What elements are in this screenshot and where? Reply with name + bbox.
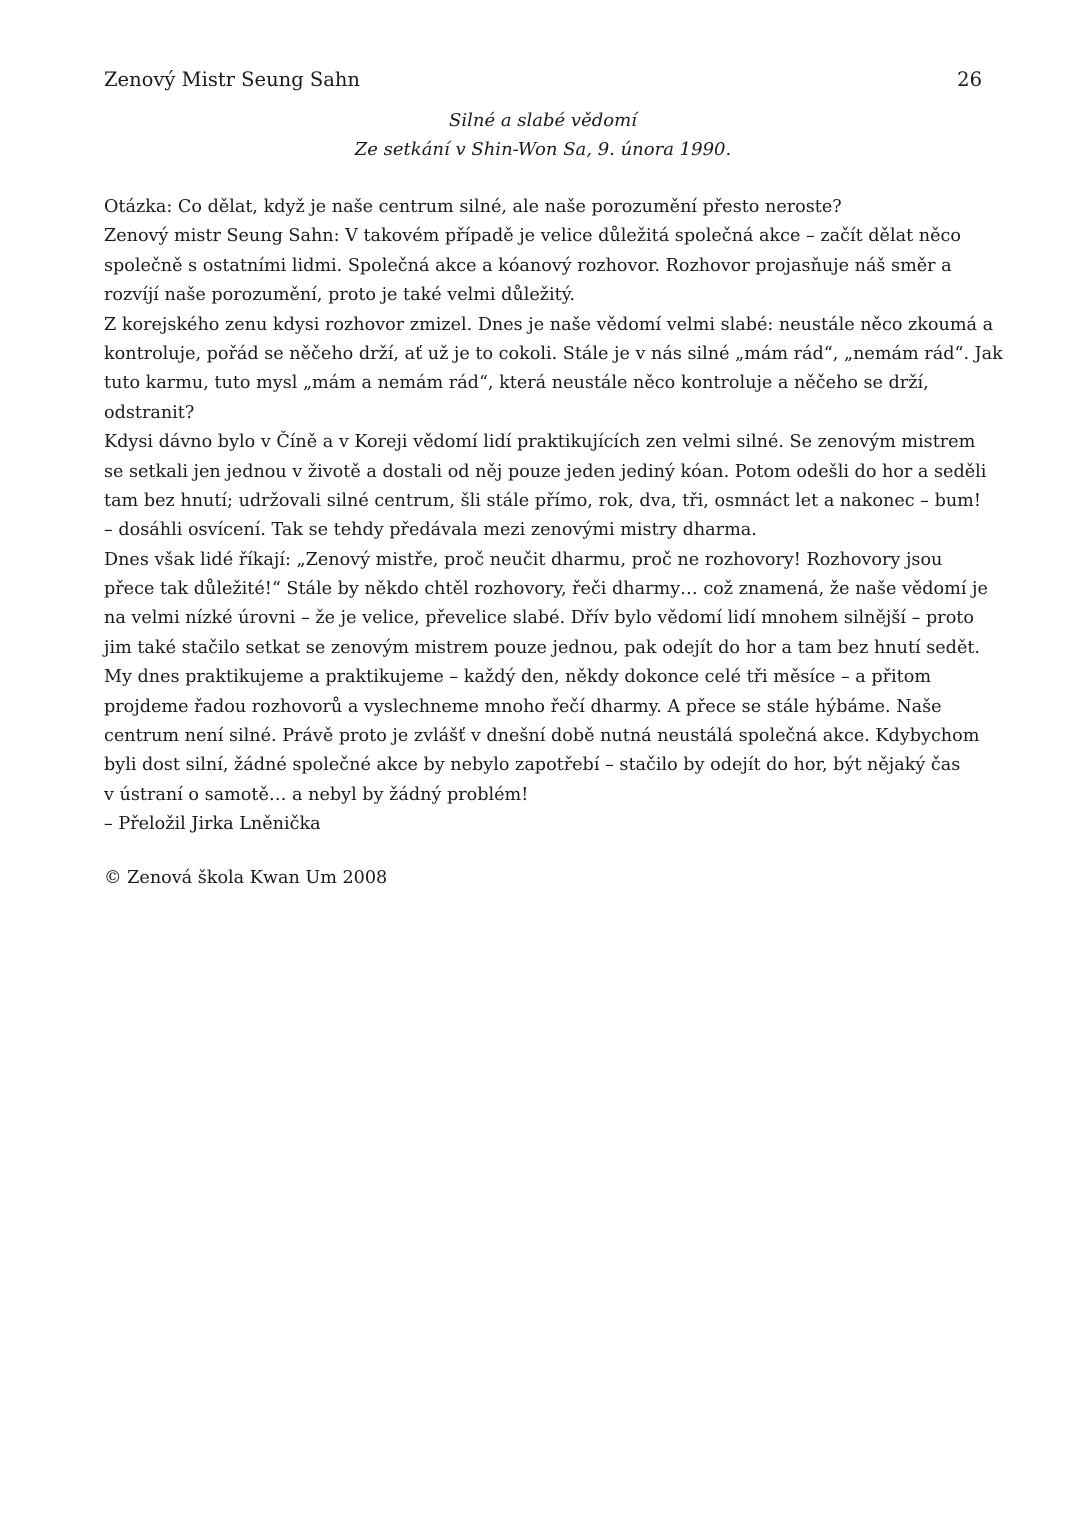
body-line: přece tak důležité!“ Stále by někdo chtěl rozhovory, řeči dharmy… což znamená, že naše vědomí je [104, 579, 988, 600]
body-line: Kdysi dávno bylo v Číně a v Koreji vědomí lidí praktikujících zen velmi silné. Se zenovým mistrem [104, 432, 976, 453]
article-subheading: Ze setkání v Shin-Won Sa, 9. února 1990. [354, 139, 732, 160]
translator-credit: – Přeložil Jirka Lněnička [104, 814, 321, 835]
page-number: 26 [957, 68, 982, 91]
body-line: odstranit? [104, 402, 195, 423]
body-line: Otázka: Co dělat, když je naše centrum silné, ale naše porozumění přesto neroste? [104, 197, 842, 217]
body-line: Zenový mistr Seung Sahn: V takovém případě je velice důležitá společná akce – začít dělat něco [104, 226, 961, 247]
body-line: tam bez hnutí; udržovali silné centrum, šli stále přímo, rok, dva, tři, osmnáct let a nakonec – bum! [104, 490, 981, 511]
article-title-block [104, 106, 982, 164]
running-title: Zenový Mistr Seung Sahn [104, 68, 360, 91]
copyright-notice: © Zenová škola Kwan Um 2008 [104, 868, 388, 888]
body-line: tuto karmu, tuto mysl „mám a nemám rád“, která neustále něco kontroluje a něčeho se drží, [104, 373, 929, 394]
body-line: My dnes praktikujeme a praktikujeme – každý den, někdy dokonce celé tři měsíce – a přitom [104, 667, 932, 688]
body-line: projdeme řadou rozhovorů a vyslechneme mnoho řečí dharmy. A přece se stále hýbáme. Naše [104, 696, 942, 717]
body-line: rozvíjí naše porozumění, proto je také velmi důležitý. [104, 285, 575, 306]
body-line: v ústraní o samotě… a nebyl by žádný problém! [104, 784, 529, 805]
body-line: – dosáhli osvícení. Tak se tehdy předávala mezi zenovými mistry dharma. [104, 520, 757, 541]
article-body [104, 193, 1003, 840]
body-line: byli dost silní, žádné společné akce by nebylo zapotřebí – stačilo by odejít do hor, být nějaký čas [104, 755, 961, 776]
body-line: na velmi nízké úrovni – že je velice, převelice slabé. Dřív bylo vědomí lidí mnohem silnější – proto [104, 608, 974, 629]
body-line: centrum není silné. Právě proto je zvlášť v dnešní době nutná neustálá společná akce. Kdybychom [104, 726, 980, 747]
body-line: se setkali jen jednou v životě a dostali od něj pouze jeden jediný kóan. Potom odešli do hor a seděli [104, 461, 987, 482]
body-line: Z korejského zenu kdysi rozhovor zmizel. Dnes je naše vědomí velmi slabé: neustále něco zkoumá a [104, 314, 994, 335]
body-line: Dnes však lidé říkají: „Zenový mistře, proč neučit dharmu, proč ne rozhovory! Rozhovory jsou [104, 549, 943, 570]
body-line: kontroluje, pořád se něčeho drží, ať už je to cokoli. Stále je v nás silné „mám rád“, „nemám rád“. Jak [104, 343, 1003, 364]
article-heading: Silné a slabé vědomí [449, 110, 637, 131]
body-line: společně s ostatními lidmi. Společná akce a kóanový rozhovor. Rozhovor projasňuje náš směr a [104, 255, 952, 276]
body-line: jim také stačilo setkat se zenovým mistrem pouze jednou, pak odejít do hor a tam bez hnutí sedět. [104, 637, 981, 658]
